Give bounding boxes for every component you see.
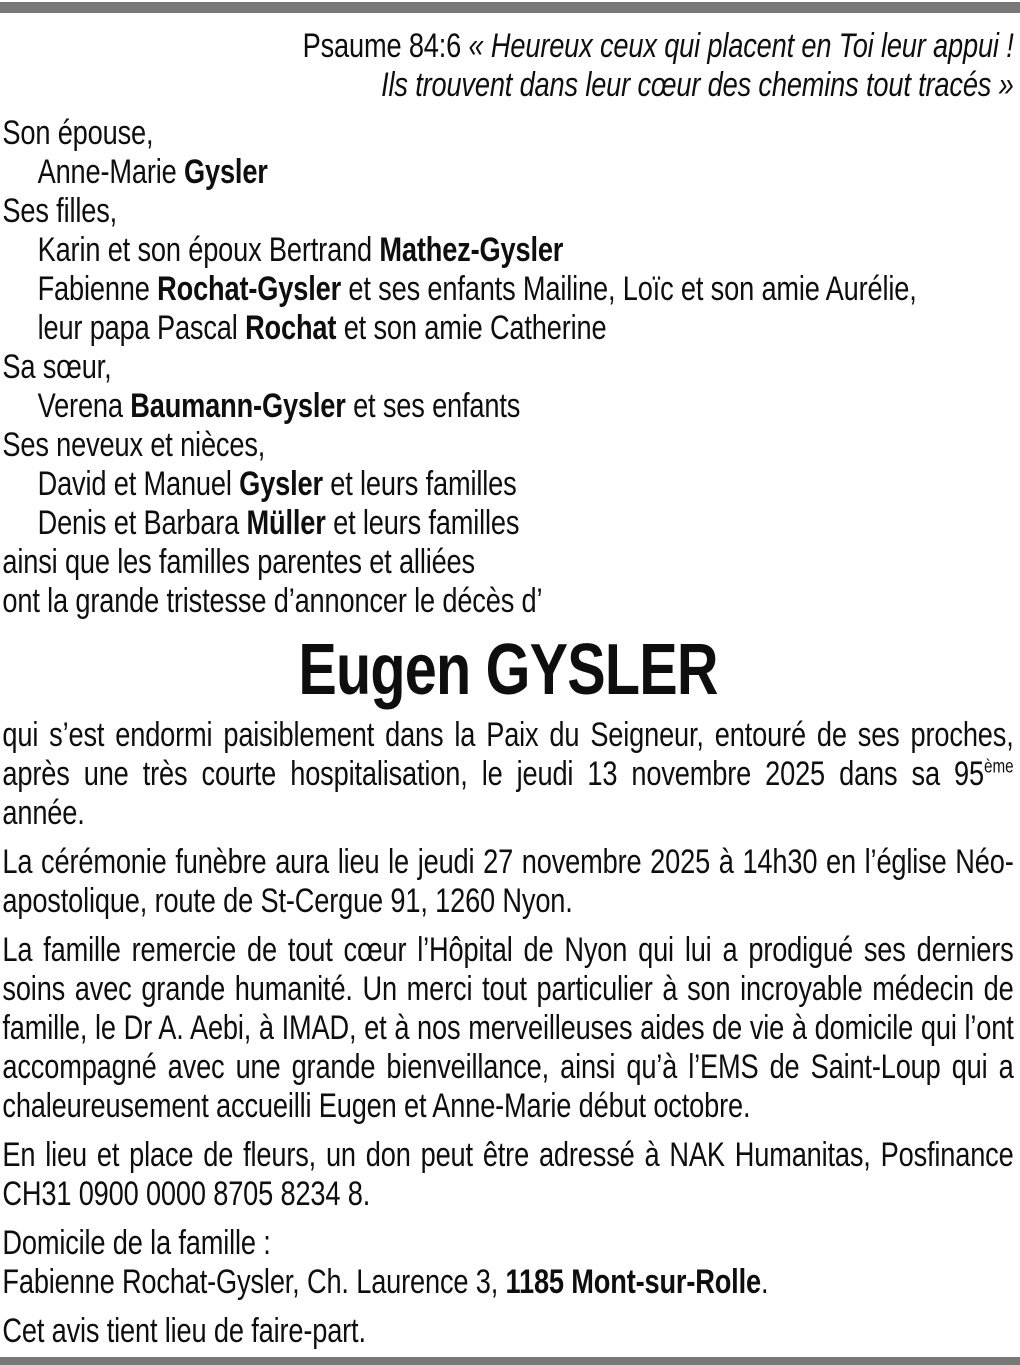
text-segment: En lieu et place de fleurs, un don peut être adressé à NAK Humanitas, Posfinance CH31 0900 0000 8705 8234 8. <box>2 1136 1014 1213</box>
family-line <box>2 543 1013 582</box>
text-segment: Karin et son époux Bertrand <box>37 231 380 269</box>
text-segment: et leurs familles <box>322 465 517 503</box>
psalm-line-2 <box>2 66 1013 105</box>
family-name-bold: Rochat-Gysler <box>157 270 341 308</box>
family-line <box>2 231 1013 270</box>
text-segment: Fabienne Rochat-Gysler, Ch. Laurence 3, <box>2 1263 506 1301</box>
text-segment: Fabienne <box>37 270 158 308</box>
text-segment: Verena <box>37 387 131 425</box>
text-segment: et son amie Catherine <box>336 309 607 347</box>
text-segment: David et Manuel <box>37 465 240 503</box>
text-segment: Ses filles, <box>2 192 118 230</box>
paragraph <box>2 1224 1013 1302</box>
family-line <box>2 153 1013 192</box>
family-line <box>2 465 1013 504</box>
text-segment: ème <box>983 756 1014 778</box>
text-segment: ont la grande tristesse d’annoncer le décès d’ <box>2 582 543 620</box>
family-name-bold: Gysler <box>239 465 323 503</box>
family-name-bold: Gysler <box>184 153 268 191</box>
family-line <box>2 270 1013 309</box>
text-segment: Cet avis tient lieu de faire-part. <box>2 1312 366 1350</box>
bottom-border-bar <box>0 1357 1020 1365</box>
family-line <box>2 426 1013 465</box>
psalm-quote-line-1: « Heureux ceux qui placent en Toi leur appui ! <box>468 27 1014 65</box>
psalm-line-1 <box>2 27 1013 66</box>
text-segment: Son épouse, <box>2 114 154 152</box>
family-name-bold: Mathez-Gysler <box>379 231 564 269</box>
text-segment: Ses neveux et nièces, <box>2 426 266 464</box>
family-line <box>2 309 1013 348</box>
text-segment: La cérémonie funèbre aura lieu le jeudi 27 novembre 2025 à 14h30 en l’église Néo-apostolique, route de St-Cergue 91, 1260 Nyon. <box>2 843 1014 920</box>
text-segment: Sa sœur, <box>2 348 112 386</box>
family-line <box>2 192 1013 231</box>
family-line <box>2 387 1013 426</box>
paragraph <box>2 931 1013 1126</box>
family-name-bold: Rochat <box>245 309 337 347</box>
family-list <box>2 114 1013 621</box>
deceased-name: Eugen GYSLER <box>298 630 718 710</box>
text-segment: et leurs familles <box>325 504 520 542</box>
text-segment: qui s’est endormi paisiblement dans la Paix du Seigneur, entouré de ses proches, après une très courte hospitalisation, le jeudi 13 novembre 2025 dans sa 95 <box>2 716 1014 793</box>
text-segment: et ses enfants Mailine, Loïc et son amie Aurélie, <box>341 270 917 308</box>
text-segment: et ses enfants <box>345 387 521 425</box>
family-line <box>2 348 1013 387</box>
text-segment: . <box>760 1263 769 1301</box>
text-segment: Denis et Barbara <box>37 504 247 542</box>
family-name-bold: Baumann-Gysler <box>130 387 346 425</box>
family-line <box>2 504 1013 543</box>
paragraph <box>2 1312 1013 1351</box>
text-segment: La famille remercie de tout cœur l’Hôpital de Nyon qui lui a prodigué ses derniers soins avec grande humanité. Un merci tout particulier à son incroyable médecin de famille, le Dr A. Aebi, à IMAD, et à nos merveilleuses aides de vie à domicile qui l’ont accompagné avec une grande bienveillance, ainsi qu’à l’EMS de Saint-Loup qui a chaleureusement accueilli Eugen et Anne-Marie début octobre. <box>2 931 1014 1125</box>
paragraph <box>2 716 1013 833</box>
text-segment: ainsi que les familles parentes et alliées <box>2 543 475 581</box>
family-line <box>2 582 1013 621</box>
psalm-reference: Psaume 84:6 <box>302 27 462 65</box>
body-paragraphs <box>2 716 1013 1351</box>
paragraph <box>2 843 1013 921</box>
family-name-bold: Müller <box>246 504 326 542</box>
family-name-bold: 1185 Mont-sur-Rolle <box>505 1263 761 1301</box>
text-segment: année. <box>2 794 85 832</box>
psalm-quote <box>2 27 1013 105</box>
family-line <box>2 114 1013 153</box>
text-segment: leur papa Pascal <box>37 309 246 347</box>
psalm-quote-line-2: Ils trouvent dans leur cœur des chemins tout tracés » <box>381 66 1014 104</box>
text-segment: Domicile de la famille : <box>2 1224 271 1262</box>
text-segment: Anne-Marie <box>37 153 184 191</box>
paragraph <box>2 1136 1013 1214</box>
